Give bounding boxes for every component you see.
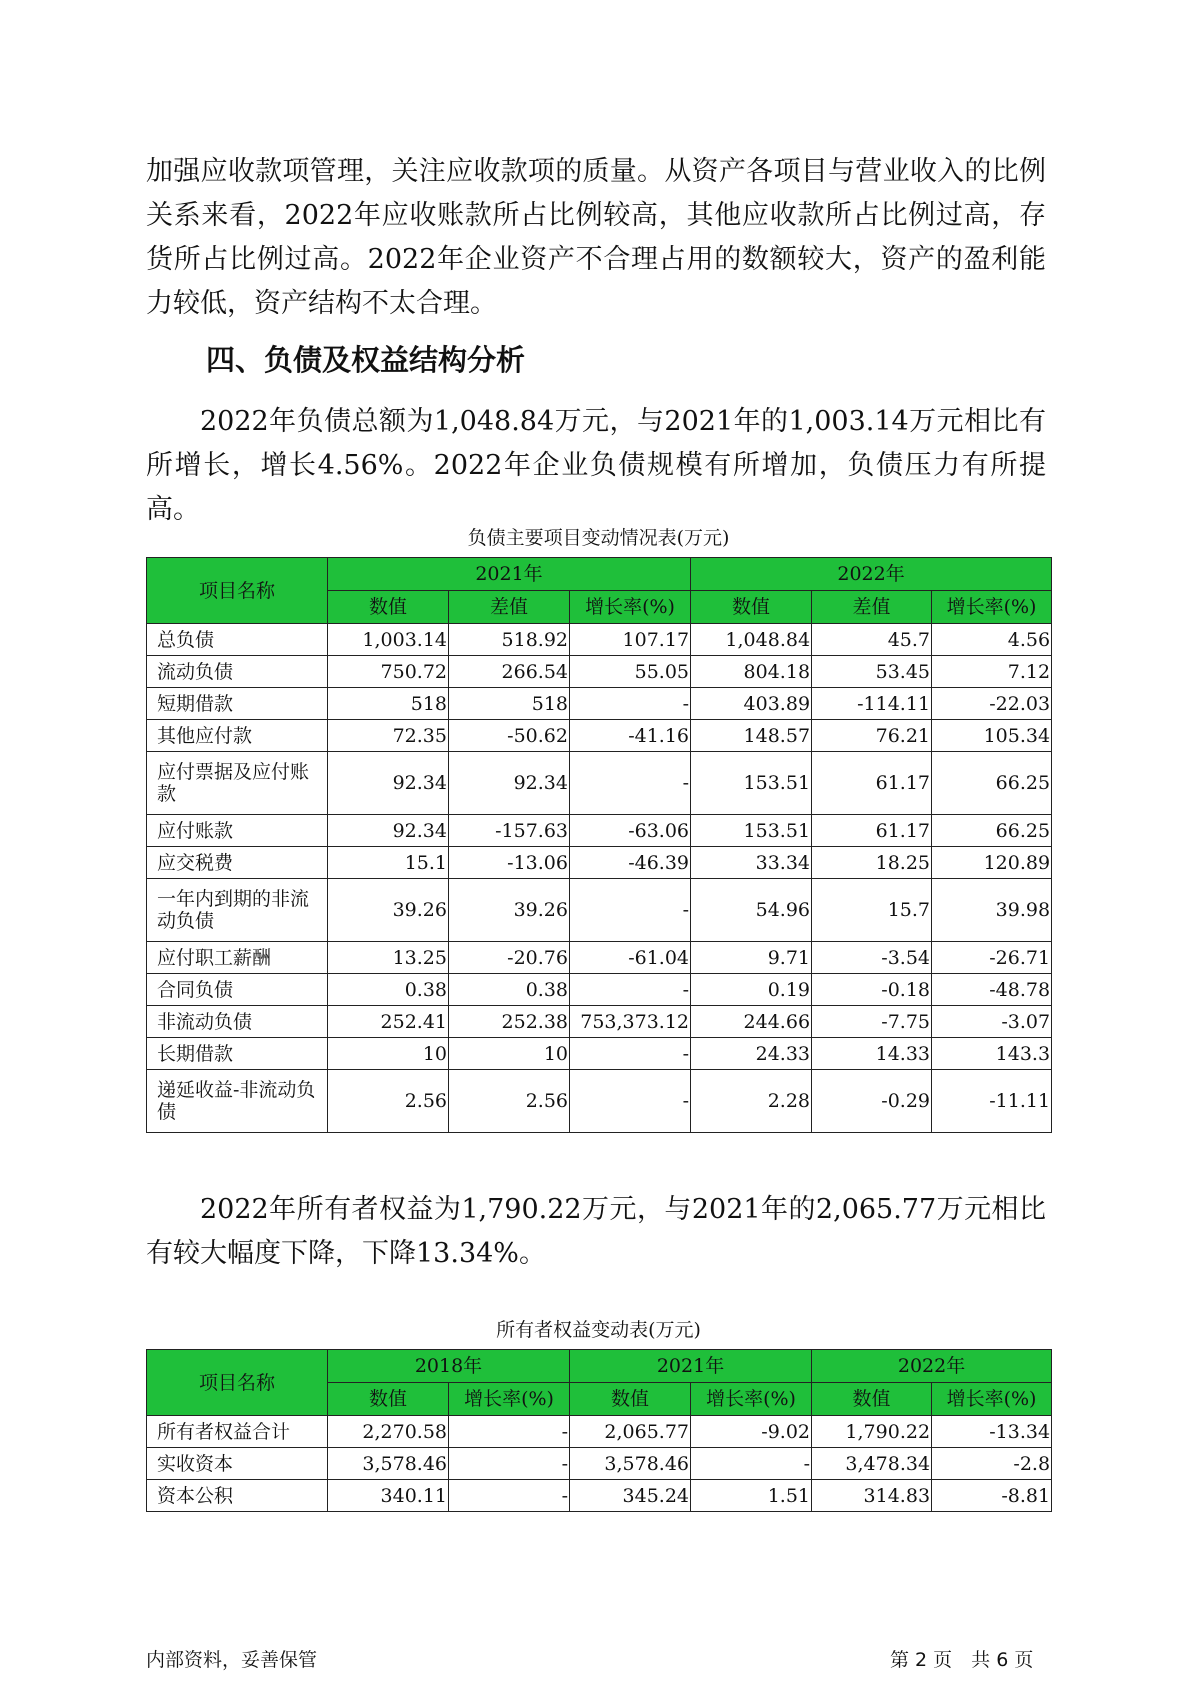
row-item-name: 长期借款	[147, 1038, 328, 1070]
row-item-name: 一年内到期的非流动负债	[147, 879, 328, 942]
table-row	[147, 879, 1052, 942]
table-row	[147, 1480, 1052, 1512]
row-item-name: 流动负债	[147, 656, 328, 688]
row-value-cell: 107.17	[570, 624, 691, 656]
row-value-cell: 105.34	[932, 720, 1052, 752]
row-item-name: 递延收益-非流动负债	[147, 1070, 328, 1133]
row-value-cell: 2.56	[328, 1070, 449, 1133]
row-value-cell: 0.38	[449, 974, 570, 1006]
row-value-cell: -11.11	[932, 1070, 1052, 1133]
row-value-cell: 314.83	[812, 1480, 932, 1512]
row-value-cell: 143.3	[932, 1038, 1052, 1070]
row-value-cell: 13.25	[328, 942, 449, 974]
row-value-cell: 61.17	[812, 815, 932, 847]
row-value-cell: 1,003.14	[328, 624, 449, 656]
header-sub: 数值	[691, 591, 812, 624]
table-caption-equity: 所有者权益变动表(万元)	[496, 1319, 701, 1341]
header-sub: 增长率(%)	[932, 1383, 1052, 1416]
row-value-cell: 1.51	[691, 1480, 812, 1512]
table-row	[147, 720, 1052, 752]
row-value-cell: 15.7	[812, 879, 932, 942]
row-item-name: 合同负债	[147, 974, 328, 1006]
header-item-name: 项目名称	[147, 558, 328, 624]
row-value-cell: -63.06	[570, 815, 691, 847]
table-row	[147, 815, 1052, 847]
row-value-cell: -22.03	[932, 688, 1052, 720]
row-value-cell: 2,065.77	[570, 1416, 691, 1448]
row-value-cell: 15.1	[328, 847, 449, 879]
row-value-cell: 39.26	[328, 879, 449, 942]
row-item-name: 实收资本	[147, 1448, 328, 1480]
row-value-cell: -48.78	[932, 974, 1052, 1006]
row-value-cell: 750.72	[328, 656, 449, 688]
row-value-cell: -26.71	[932, 942, 1052, 974]
row-value-cell: 10	[328, 1038, 449, 1070]
header-sub: 数值	[570, 1383, 691, 1416]
header-sub: 数值	[328, 591, 449, 624]
row-value-cell: 340.11	[328, 1480, 449, 1512]
row-value-cell: 345.24	[570, 1480, 691, 1512]
footer-confidential-note: 内部资料，妥善保管	[146, 1649, 318, 1671]
row-item-name: 非流动负债	[147, 1006, 328, 1038]
row-value-cell: 3,478.34	[812, 1448, 932, 1480]
row-value-cell: 24.33	[691, 1038, 812, 1070]
row-item-name: 短期借款	[147, 688, 328, 720]
section-heading: 四、负债及权益结构分析	[206, 343, 526, 377]
row-value-cell: -0.18	[812, 974, 932, 1006]
header-sub: 差值	[812, 591, 932, 624]
header-sub: 数值	[812, 1383, 932, 1416]
row-value-cell: -8.81	[932, 1480, 1052, 1512]
table-row	[147, 624, 1052, 656]
row-value-cell: -114.11	[812, 688, 932, 720]
row-value-cell: 14.33	[812, 1038, 932, 1070]
row-value-cell: 66.25	[932, 752, 1052, 815]
paragraph-liability-summary: 2022年负债总额为1,048.84万元，与2021年的1,003.14万元相比有所增长，增长4.56%。2022年企业负债规模有所增加，负债压力有所提高。	[146, 406, 1046, 525]
row-value-cell: -	[570, 974, 691, 1006]
row-value-cell: 61.17	[812, 752, 932, 815]
row-item-name: 总负债	[147, 624, 328, 656]
table-row	[147, 688, 1052, 720]
row-value-cell: 2.56	[449, 1070, 570, 1133]
row-value-cell: -41.16	[570, 720, 691, 752]
row-value-cell: -	[691, 1448, 812, 1480]
liabilities-table	[146, 557, 1052, 1133]
row-value-cell: 4.56	[932, 624, 1052, 656]
row-value-cell: 804.18	[691, 656, 812, 688]
row-value-cell: 518	[449, 688, 570, 720]
header-year: 2021年	[328, 558, 691, 591]
row-item-name: 其他应付款	[147, 720, 328, 752]
row-item-name: 应付账款	[147, 815, 328, 847]
row-value-cell: 153.51	[691, 815, 812, 847]
row-value-cell: -157.63	[449, 815, 570, 847]
row-value-cell: -	[449, 1448, 570, 1480]
row-value-cell: 2.28	[691, 1070, 812, 1133]
footer-page-number: 第 2 页 共 6 页	[890, 1649, 1034, 1671]
row-value-cell: 18.25	[812, 847, 932, 879]
header-sub: 增长率(%)	[570, 591, 691, 624]
row-value-cell: 0.38	[328, 974, 449, 1006]
row-value-cell: 7.12	[932, 656, 1052, 688]
header-sub: 差值	[449, 591, 570, 624]
row-value-cell: 53.45	[812, 656, 932, 688]
row-value-cell: 1,790.22	[812, 1416, 932, 1448]
row-value-cell: 92.34	[449, 752, 570, 815]
table-row	[147, 752, 1052, 815]
row-value-cell: 244.66	[691, 1006, 812, 1038]
row-value-cell: 92.34	[328, 815, 449, 847]
row-value-cell: 1,048.84	[691, 624, 812, 656]
row-value-cell: 92.34	[328, 752, 449, 815]
equity-table	[146, 1349, 1052, 1512]
row-value-cell: -	[570, 1038, 691, 1070]
row-value-cell: -13.06	[449, 847, 570, 879]
table-row	[147, 847, 1052, 879]
header-sub: 增长率(%)	[449, 1383, 570, 1416]
row-value-cell: 266.54	[449, 656, 570, 688]
row-value-cell: 39.98	[932, 879, 1052, 942]
row-item-name: 应交税费	[147, 847, 328, 879]
row-value-cell: -20.76	[449, 942, 570, 974]
table-row	[147, 1070, 1052, 1133]
table-row	[147, 942, 1052, 974]
row-value-cell: 252.41	[328, 1006, 449, 1038]
header-year: 2021年	[570, 1350, 812, 1383]
row-value-cell: -50.62	[449, 720, 570, 752]
row-item-name: 资本公积	[147, 1480, 328, 1512]
row-value-cell: -	[570, 879, 691, 942]
row-value-cell: 2,270.58	[328, 1416, 449, 1448]
row-value-cell: -	[449, 1480, 570, 1512]
equity-table-body	[147, 1416, 1052, 1512]
table-row	[147, 1006, 1052, 1038]
row-value-cell: -	[570, 688, 691, 720]
header-year: 2022年	[691, 558, 1052, 591]
row-value-cell: 120.89	[932, 847, 1052, 879]
row-value-cell: -3.07	[932, 1006, 1052, 1038]
table-row	[147, 1416, 1052, 1448]
row-value-cell: 66.25	[932, 815, 1052, 847]
row-value-cell: 76.21	[812, 720, 932, 752]
row-value-cell: 753,373.12	[570, 1006, 691, 1038]
row-value-cell: 10	[449, 1038, 570, 1070]
row-value-cell: 148.57	[691, 720, 812, 752]
row-item-name: 所有者权益合计	[147, 1416, 328, 1448]
row-item-name: 应付票据及应付账款	[147, 752, 328, 815]
header-sub: 数值	[328, 1383, 449, 1416]
row-value-cell: 54.96	[691, 879, 812, 942]
header-year: 2022年	[812, 1350, 1052, 1383]
row-value-cell: 0.19	[691, 974, 812, 1006]
row-value-cell: 252.38	[449, 1006, 570, 1038]
header-sub: 增长率(%)	[932, 591, 1052, 624]
row-value-cell: 33.34	[691, 847, 812, 879]
row-value-cell: -	[570, 1070, 691, 1133]
liabilities-table-body	[147, 624, 1052, 1133]
row-value-cell: 9.71	[691, 942, 812, 974]
row-value-cell: 518.92	[449, 624, 570, 656]
table-caption-liabilities: 负债主要项目变动情况表(万元)	[467, 527, 730, 549]
header-item-name: 项目名称	[147, 1350, 328, 1416]
row-item-name: 应付职工薪酬	[147, 942, 328, 974]
header-year: 2018年	[328, 1350, 570, 1383]
row-value-cell: -3.54	[812, 942, 932, 974]
table-row	[147, 974, 1052, 1006]
row-value-cell: -2.8	[932, 1448, 1052, 1480]
row-value-cell: 55.05	[570, 656, 691, 688]
table-row	[147, 1448, 1052, 1480]
paragraph-equity-summary: 2022年所有者权益为1,790.22万元，与2021年的2,065.77万元相比有较大幅度下降，下降13.34%。	[146, 1194, 1046, 1269]
row-value-cell: -0.29	[812, 1070, 932, 1133]
table-row	[147, 656, 1052, 688]
row-value-cell: 153.51	[691, 752, 812, 815]
paragraph-asset-structure: 加强应收款项管理，关注应收款项的质量。从资产各项目与营业收入的比例关系来看，2022年应收账款所占比例较高，其他应收款所占比例过高，存货所占比例过高。2022年企业资产不合理占用的数额较大，资产的盈利能力较低，资产结构不太合理。	[146, 156, 1046, 319]
table-row	[147, 1038, 1052, 1070]
row-value-cell: 45.7	[812, 624, 932, 656]
row-value-cell: -13.34	[932, 1416, 1052, 1448]
row-value-cell: 39.26	[449, 879, 570, 942]
row-value-cell: -9.02	[691, 1416, 812, 1448]
row-value-cell: 72.35	[328, 720, 449, 752]
row-value-cell: 3,578.46	[570, 1448, 691, 1480]
row-value-cell: -	[449, 1416, 570, 1448]
header-sub: 增长率(%)	[691, 1383, 812, 1416]
row-value-cell: -46.39	[570, 847, 691, 879]
row-value-cell: -	[570, 752, 691, 815]
row-value-cell: 3,578.46	[328, 1448, 449, 1480]
row-value-cell: -61.04	[570, 942, 691, 974]
row-value-cell: -7.75	[812, 1006, 932, 1038]
row-value-cell: 403.89	[691, 688, 812, 720]
row-value-cell: 518	[328, 688, 449, 720]
